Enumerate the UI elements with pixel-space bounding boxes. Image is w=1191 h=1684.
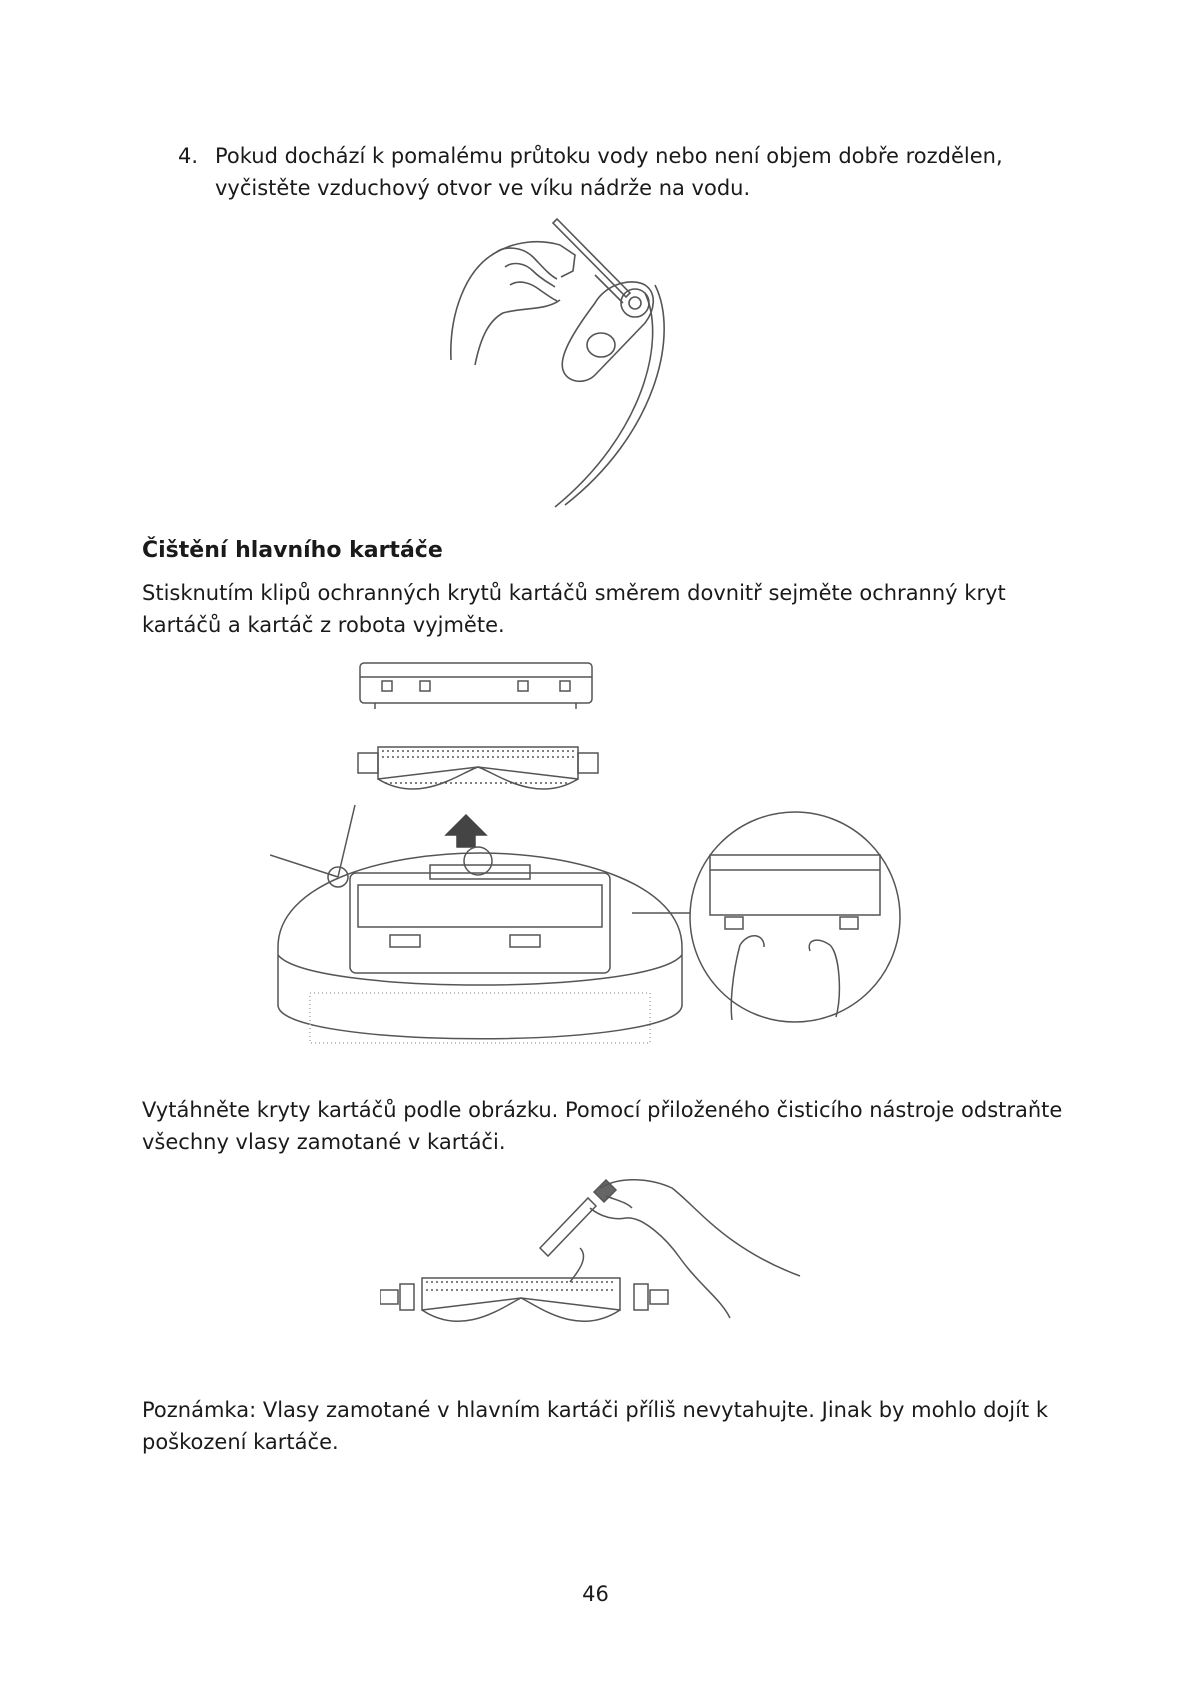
hand-cleaning-tank-lid-icon: [445, 215, 705, 510]
brush-hair-removal-icon: [380, 1178, 820, 1358]
note-paragraph: Poznámka: Vlasy zamotané v hlavním kartáči příliš nevytahujte. Jinak by mohlo dojít k poškození kartáče.: [142, 1398, 1049, 1454]
paragraph-remove-brush: Stisknutím klipů ochranných krytů kartáčů směrem dovnitř sejměte ochranný kryt kartáčů a kartáč z robota vyjměte.: [142, 581, 1006, 637]
brush-cover-icon: [360, 663, 592, 709]
step-text: Pokud dochází k pomalému průtoku vody nebo není objem dobře rozdělen, vyčistěte vzduchový otvor ve víku nádrže na vodu.: [215, 144, 1003, 200]
step-number: 4.: [178, 144, 199, 168]
page-number: 46: [582, 1582, 609, 1606]
main-brush-icon: [358, 747, 598, 789]
robot-bottom-brush-removal-icon: [270, 655, 905, 1060]
section-heading: Čištění hlavního kartáče: [142, 538, 443, 563]
paragraph-clean-hair: Vytáhněte kryty kartáčů podle obrázku. Pomocí přiloženého čisticího nástroje odstraňte všechny vlasy zamotané v kartáči.: [142, 1098, 1063, 1154]
robot-body-icon: [270, 805, 682, 1043]
up-arrow-icon: [446, 815, 486, 847]
step-4: [178, 140, 1058, 204]
zoom-detail-icon: [690, 812, 900, 1022]
